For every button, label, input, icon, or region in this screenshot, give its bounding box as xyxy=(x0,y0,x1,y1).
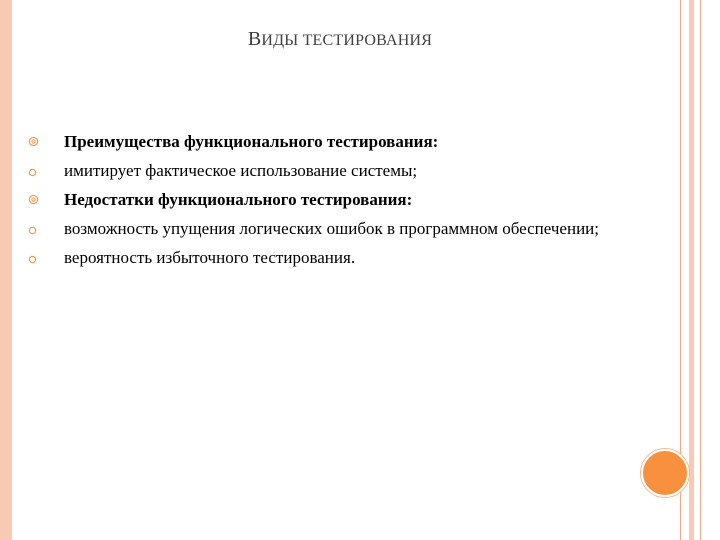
bullet-item-disadvantage-1 xyxy=(28,217,628,240)
slide-frame-right-strip xyxy=(689,0,694,540)
bullet-text: вероятность избыточного тестирования. xyxy=(64,248,356,267)
slide-title-rest: ИДЫ ТЕСТИРОВАНИЯ xyxy=(261,32,433,49)
slide-title xyxy=(0,28,680,51)
ring-bullet-icon xyxy=(28,226,37,235)
bullet-item-disadvantage-2 xyxy=(28,246,628,269)
flower-bullet-icon xyxy=(28,136,39,147)
bullet-item-disadvantages-heading xyxy=(28,188,628,211)
slide-title-initial: В xyxy=(247,28,262,50)
bullet-item-advantage-1 xyxy=(28,159,628,182)
slide-frame-right-line xyxy=(700,0,701,540)
bullet-text: возможность упущения логических ошибок в программном обеспечении; xyxy=(64,219,599,238)
bullet-text: Недостатки функционального тестирования: xyxy=(64,190,413,209)
bullet-list xyxy=(28,130,628,275)
bullet-item-advantages-heading xyxy=(28,130,628,153)
decorative-circle xyxy=(641,449,689,497)
ring-bullet-icon xyxy=(28,168,37,177)
ring-bullet-icon xyxy=(28,255,37,264)
bullet-text: Преимущества функционального тестирования: xyxy=(64,132,439,151)
bullet-text: имитирует фактическое использование системы; xyxy=(64,161,418,180)
slide-frame-left xyxy=(0,0,12,540)
flower-bullet-icon xyxy=(28,194,39,205)
